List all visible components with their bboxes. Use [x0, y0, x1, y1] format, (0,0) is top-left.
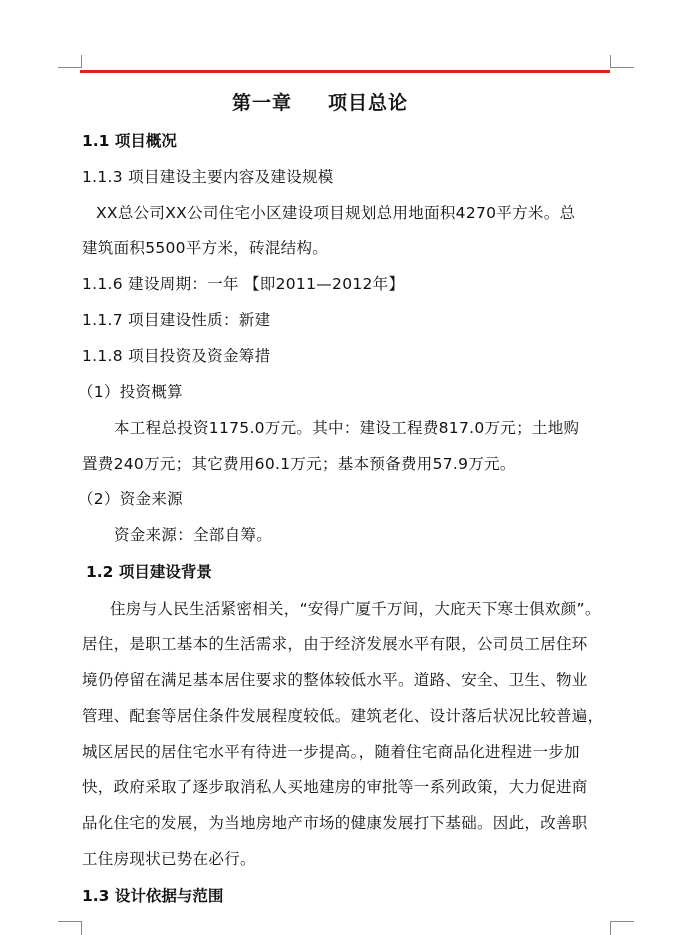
section-1-1-6-period: 1.1.6 建设周期：一年 【即2011—2012年】 [82, 275, 405, 293]
investment-estimate-subheading: （1）投资概算 [78, 383, 183, 401]
section-1-1-heading: 1.1 项目概况 [82, 132, 177, 150]
scale-paragraph-line-1: XX总公司XX公司住宅小区建设项目规划总用地面积4270平方米。总 [96, 204, 576, 222]
crop-mark-top-left-v [81, 55, 82, 68]
funding-source-text: 资金来源：全部自筹。 [114, 526, 273, 544]
background-line-3: 境仍停留在满足基本居住要求的整体较低水平。道路、安全、卫生、物业 [82, 671, 588, 689]
background-line-1: 住房与人民生活紧密相关，“安得广厦千万间，大庇天下寒士俱欢颜”。 [110, 600, 601, 618]
investment-paragraph-line-2: 置费240万元；其它费用60.1万元；基本预备费用57.9万元。 [82, 455, 516, 473]
background-line-8: 工住房现状已势在必行。 [82, 850, 256, 868]
background-line-5: 城区居民的居住宅水平有待进一步提高。，随着住宅商品化进程进一步加 [82, 743, 580, 761]
background-line-7: 品化住宅的发展，为当地房地产市场的健康发展打下基础。因此，改善职 [82, 814, 588, 832]
chapter-title [232, 93, 408, 113]
scale-paragraph-line-2: 建筑面积5500平方米，砖混结构。 [82, 239, 329, 257]
crop-mark-top-right-h [610, 67, 634, 68]
section-1-1-8-heading: 1.1.8 项目投资及资金筹措 [82, 347, 271, 365]
section-1-3-heading: 1.3 设计依据与范围 [82, 887, 224, 905]
crop-mark-bottom-left-v [81, 921, 82, 935]
section-1-1-3-heading: 1.1.3 项目建设主要内容及建设规模 [82, 168, 334, 186]
investment-paragraph-line-1: 本工程总投资1175.0万元。其中：建设工程费817.0万元；土地购 [114, 419, 580, 437]
crop-mark-top-right-v [610, 55, 611, 68]
crop-mark-bottom-right-v [610, 921, 611, 935]
crop-mark-top-left-h [58, 67, 82, 68]
header-red-rule [80, 70, 610, 73]
crop-mark-bottom-left-h [58, 921, 82, 922]
section-1-1-7-nature: 1.1.7 项目建设性质：新建 [82, 311, 271, 329]
section-1-2-heading: 1.2 项目建设背景 [86, 563, 212, 581]
background-line-4: 管理、配套等居住条件发展程度较低。建筑老化、设计落后状况比较普遍， [82, 707, 604, 725]
background-line-6: 快，政府采取了逐步取消私人买地建房的审批等一系列政策，大力促进商 [82, 778, 588, 796]
crop-mark-bottom-right-h [610, 921, 634, 922]
chapter-number: 第一章 [232, 92, 293, 114]
chapter-name: 项目总论 [328, 92, 409, 114]
funding-source-subheading: （2）资金来源 [78, 490, 183, 508]
background-line-2: 居住，是职工基本的生活需求，由于经济发展水平有限，公司员工居住环 [82, 635, 588, 653]
